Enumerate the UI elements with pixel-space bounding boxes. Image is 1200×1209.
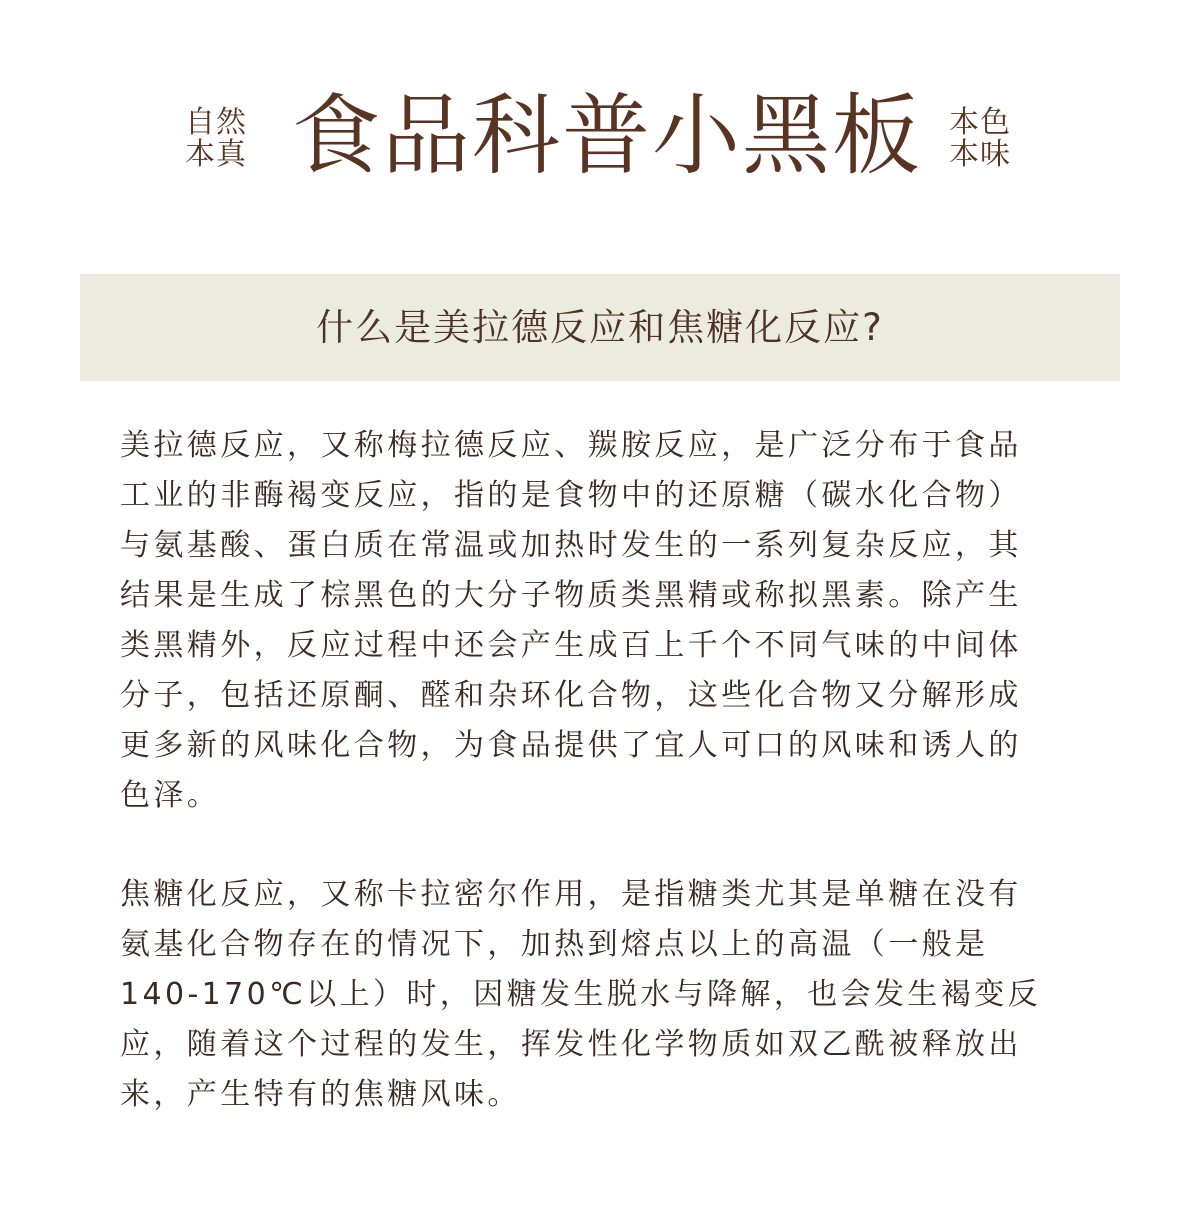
- motto-left: [176, 107, 256, 171]
- paragraph-line: 结果是生成了棕黑色的大分子物质类黑精或称拟黑素。除产生: [120, 578, 1022, 613]
- question-heading: 什么是美拉德反应和焦糖化反应?: [316, 306, 884, 349]
- paragraph-line: 工业的非酶褐变反应，指的是食物中的还原糖（碳水化合物）: [120, 478, 1022, 513]
- paragraph-line: 更多新的风味化合物，为食品提供了宜人可口的风味和诱人的: [120, 728, 1022, 763]
- paragraph-maillard: [120, 421, 1084, 821]
- paragraph-line: 类黑精外，反应过程中还会产生成百上千个不同气味的中间体: [120, 628, 1022, 663]
- motto-right-line-2: 本味: [949, 137, 1011, 172]
- page-title: 食品科普小黑板: [292, 84, 923, 187]
- paragraph-line: 来，产生特有的焦糖风味。: [120, 1077, 521, 1112]
- paragraph-line: 应，随着这个过程的发生，挥发性化学物质如双乙酰被释放出: [120, 1027, 1022, 1062]
- paragraph-caramelization: [120, 870, 1084, 1120]
- motto-left-line-1: 自然: [185, 105, 247, 140]
- motto-left-line-2: 本真: [185, 137, 247, 172]
- header: [0, 0, 1200, 230]
- paragraph-line: 140-170℃以上）时，因糖发生脱水与降解，也会发生褐变反: [120, 977, 1042, 1012]
- motto-right: [940, 107, 1020, 171]
- question-banner: [80, 274, 1120, 381]
- paragraph-line: 焦糖化反应，又称卡拉密尔作用，是指糖类尤其是单糖在没有: [120, 877, 1022, 912]
- paragraph-line: 氨基化合物存在的情况下，加热到熔点以上的高温（一般是: [120, 927, 989, 962]
- paragraph-line: 美拉德反应，又称梅拉德反应、羰胺反应，是广泛分布于食品: [120, 428, 1022, 463]
- paragraph-line: 与氨基酸、蛋白质在常温或加热时发生的一系列复杂反应，其: [120, 528, 1022, 563]
- paragraph-line: 色泽。: [120, 778, 221, 813]
- paragraph-line: 分子，包括还原酮、醛和杂环化合物，这些化合物又分解形成: [120, 678, 1022, 713]
- motto-right-line-1: 本色: [949, 105, 1011, 140]
